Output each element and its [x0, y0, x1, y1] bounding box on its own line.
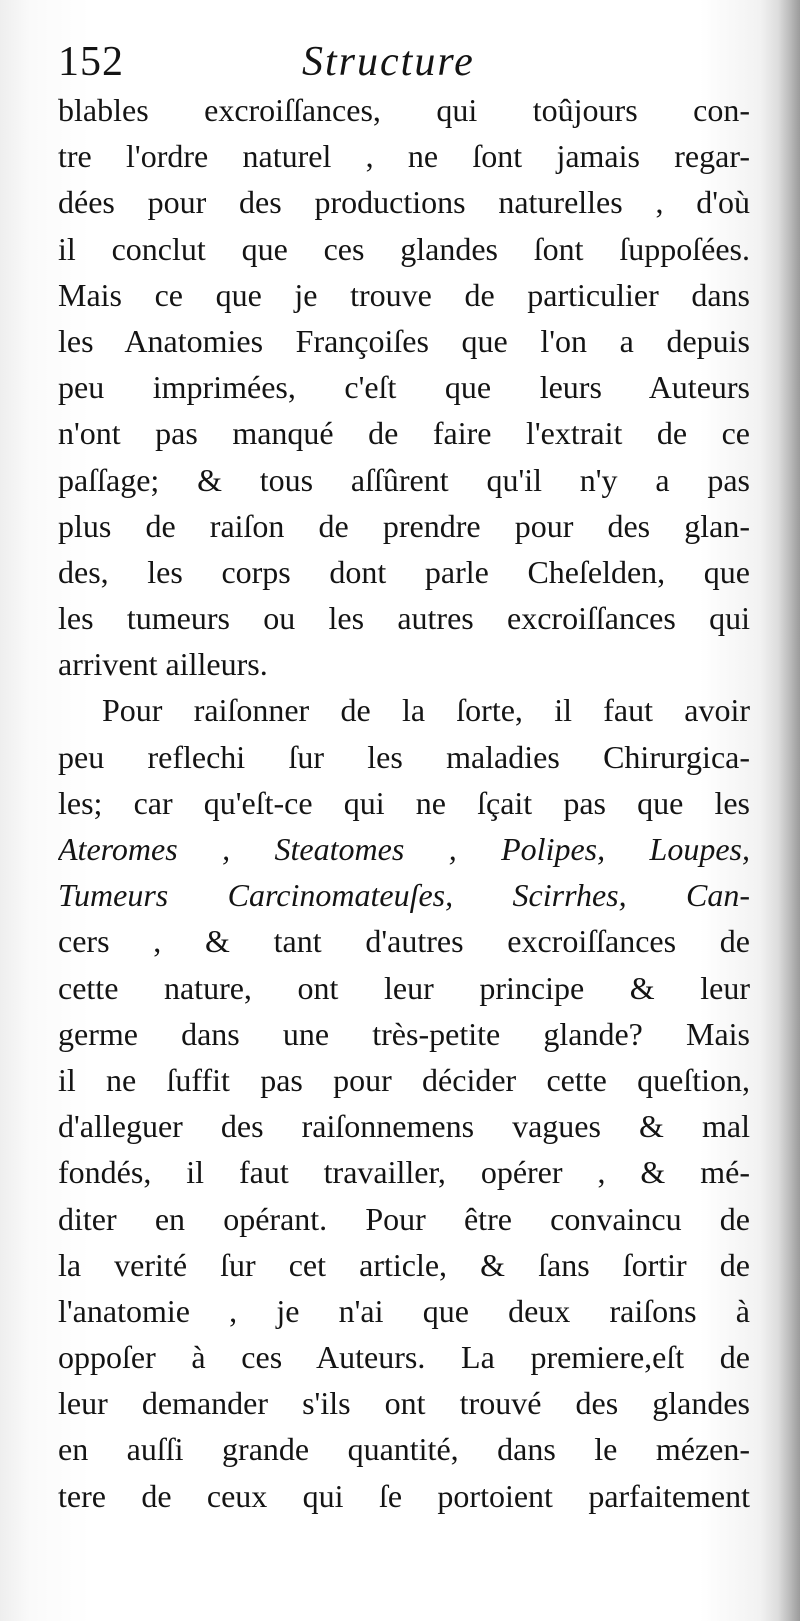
text-line: en auſſi grande quantité, dans le mézen-	[58, 1431, 750, 1468]
running-title: Structure	[302, 39, 475, 85]
text-line: Mais ce que je trouve de particulier dans	[58, 276, 750, 313]
text-line: d'alleguer des raiſonnemens vagues & mal	[58, 1108, 750, 1145]
body-text	[58, 87, 750, 1519]
text-line: il ne ſuffit pas pour décider cette queſtion,	[58, 1061, 750, 1098]
spine-shadow	[778, 0, 800, 1621]
text-line: tre l'ordre naturel , ne ſont jamais regar-	[58, 138, 750, 175]
text-line: dées pour des productions naturelles , d'où	[58, 184, 750, 221]
text-line: peu imprimées, c'eſt que leurs Auteurs	[58, 369, 750, 406]
text-line: fondés, il faut travailler, opérer , & mé-	[58, 1154, 750, 1191]
text-line: cers , & tant d'autres excroiſſances de	[58, 923, 750, 960]
text-line: diter en opérant. Pour être convaincu de	[58, 1200, 750, 1237]
text-line: les; car qu'eſt-ce qui ne ſçait pas que les	[58, 784, 750, 821]
text-line: oppoſer à ces Auteurs. La premiere,eſt de	[58, 1339, 750, 1376]
text-line: Tumeurs Carcinomateuſes, Scirrhes, Can-	[58, 877, 750, 914]
text-line: la verité ſur cet article, & ſans ſortir de	[58, 1246, 750, 1283]
text-line: il conclut que ces glandes ſont ſuppoſées.	[58, 230, 750, 267]
text-line: germe dans une très-petite glande? Mais	[58, 1015, 750, 1052]
text-line: blables excroiſſances, qui toûjours con-	[58, 92, 750, 128]
text-line: Ateromes , Steatomes , Polipes, Loupes,	[58, 831, 750, 867]
paragraph-start-line: Pour raiſonner de la ſorte, il faut avoir	[102, 692, 750, 729]
text-line: l'anatomie , je n'ai que deux raiſons à	[58, 1292, 750, 1329]
text-line: tere de ceux qui ſe portoient parfaitement	[58, 1477, 750, 1514]
text-line: paſſage; & tous aſſûrent qu'il n'y a pas	[58, 461, 750, 498]
text-line: n'ont pas manqué de faire l'extrait de ce	[58, 415, 750, 452]
page-header	[52, 38, 752, 88]
paragraph-end-line: arrivent ailleurs.	[58, 646, 268, 683]
text-line: les Anatomies Françoiſes que l'on a depuis	[58, 322, 750, 359]
text-line: peu reflechi ſur les maladies Chirurgica-	[58, 738, 750, 775]
text-line: plus de raiſon de prendre pour des glan-	[58, 507, 750, 544]
text-line: des, les corps dont parle Cheſelden, que	[58, 553, 750, 590]
text-line: les tumeurs ou les autres excroiſſances qui	[58, 600, 750, 637]
text-line: leur demander s'ils ont trouvé des glandes	[58, 1385, 750, 1422]
page-number: 152	[58, 39, 124, 85]
text-line: cette nature, ont leur principe & leur	[58, 969, 750, 1006]
